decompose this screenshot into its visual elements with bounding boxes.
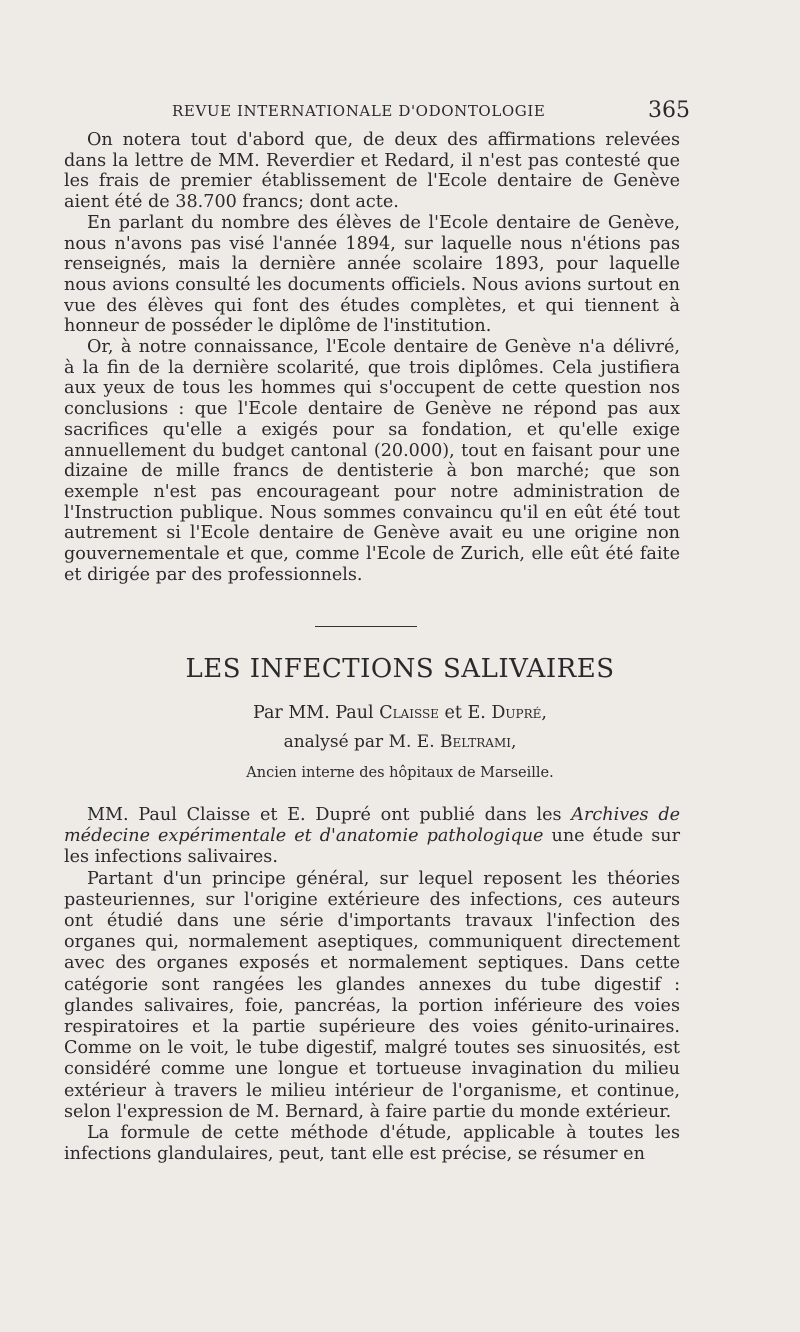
- author-claisse: Claisse: [379, 703, 439, 723]
- article-body: [64, 805, 680, 1165]
- paragraph-text: une étude sur les infections salivaires.: [64, 826, 680, 868]
- paragraph: On notera tout d'abord que, de deux des affirmations relevées dans la lettre de MM. Reverdier et Redard, il n'est pas contesté que les frais de premier établissement de l'Ecole dentaire de Genève aient été de 38.700 francs; dont acte.: [64, 130, 680, 213]
- analysed-by: [0, 732, 800, 752]
- byline-mid: et E.: [444, 703, 486, 723]
- section-divider: [315, 626, 417, 627]
- running-title: REVUE INTERNATIONALE D'ODONTOLOGIE: [172, 102, 546, 120]
- page-number: 365: [648, 98, 690, 123]
- paragraph-text: MM. Paul Claisse et E. Dupré ont publié dans les: [87, 805, 572, 825]
- analyse-prefix: analysé par M. E.: [283, 732, 435, 752]
- article-title: LES INFECTIONS SALIVAIRES: [185, 654, 615, 684]
- paragraph: [64, 805, 680, 869]
- paragraph: Or, à notre connaissance, l'Ecole dentaire de Genève n'a délivré, à la fin de la dernière scolarité, que trois diplômes. Cela justifiera aux yeux de tous les hommes qui s'occupent de cette question nos conclusions : que l'Ecole dentaire de Genève ne répond pas aux sacrifices qu'elle a exigés pour sa fondation, et qu'elle exige annuellement du budget cantonal (20.000), tout en faisant pour une dizaine de mille francs de dentisterie à bon marché; que son exemple n'est pas encourageant pour notre administration de l'Instruction publique. Nous sommes convaincu qu'il en eût été tout autrement si l'Ecole dentaire de Genève avait eu une origine non gouvernementale et que, comme l'Ecole de Zurich, elle eût été faite et dirigée par des professionnels.: [64, 337, 680, 585]
- paragraph: La formule de cette méthode d'étude, applicable à toutes les infections glandulaires, peut, tant elle est précise, se résumer en: [64, 1123, 680, 1165]
- author-dupre: Dupré,: [491, 703, 547, 723]
- paragraph: En parlant du nombre des élèves de l'Ecole dentaire de Genève, nous n'avons pas visé l'année 1894, sur laquelle nous n'étions pas renseignés, mais la dernière année scolaire 1893, pour laquelle nous avions consulté les documents officiels. Nous avions surtout en vue des élèves qui font des études complètes, et qui tiennent à honneur de posséder le diplôme de l'institution.: [64, 212, 680, 337]
- journal-title: Archives de médecine expérimentale et d'anatomie pathologique: [64, 805, 680, 847]
- section-continuation: [64, 130, 680, 585]
- byline: [0, 703, 800, 723]
- analyst-name: Beltrami,: [440, 732, 517, 752]
- analyst-affiliation: Ancien interne des hôpitaux de Marseille.: [246, 765, 554, 781]
- byline-prefix: Par MM. Paul: [253, 703, 374, 723]
- paragraph: Partant d'un principe général, sur lequel reposent les théories pasteuriennes, sur l'origine extérieure des infections, ces auteurs ont étudié dans une série d'importants travaux l'infection des organes qui, normalement aseptiques, communiquent directement avec des organes exposés et normalement septiques. Dans cette catégorie sont rangées les glandes annexes du tube digestif : glandes salivaires, foie, pancréas, la portion inférieure des voies respiratoires et la partie supérieure des voies génito-urinaires. Comme on le voit, le tube digestif, malgré toutes ses sinuosités, est considéré comme une longue et tortueuse invagination du milieu extérieur à travers le milieu intérieur de l'organisme, et continue, selon l'expression de M. Bernard, à faire partie du monde extérieur.: [64, 868, 680, 1122]
- running-header: [172, 98, 690, 126]
